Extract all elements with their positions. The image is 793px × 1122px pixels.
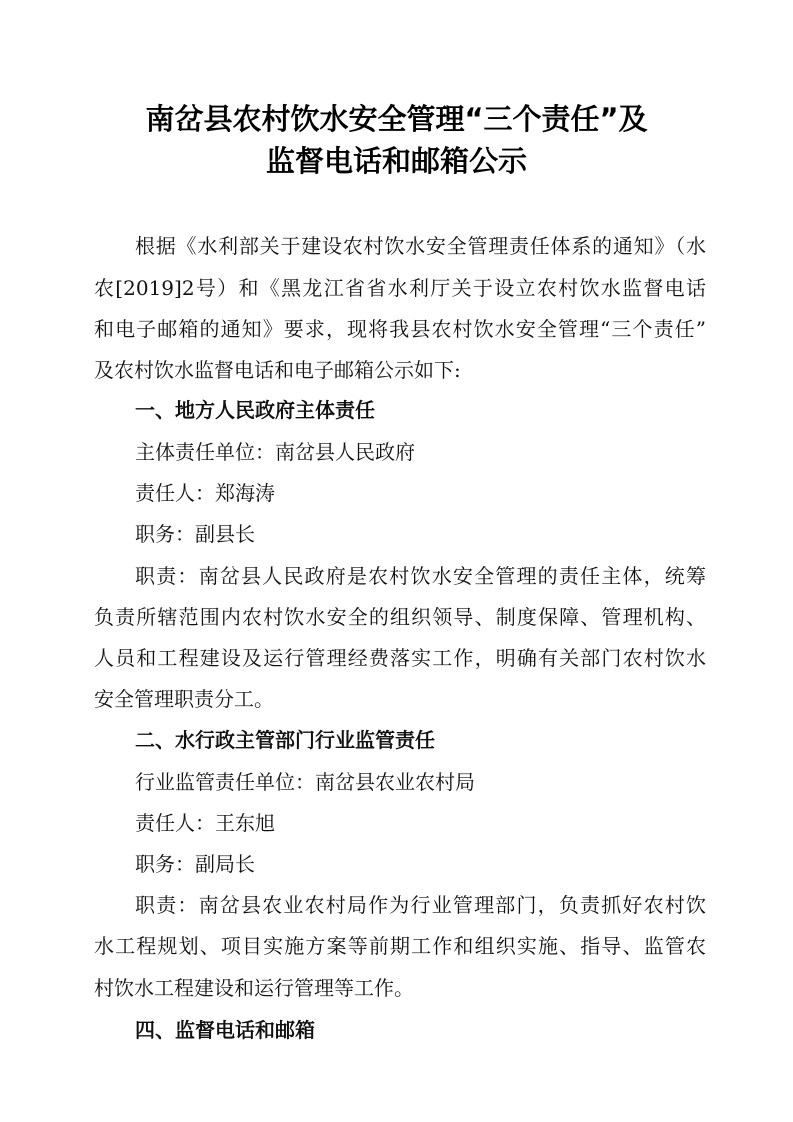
section-2-heading: 二、水行政主管部门行业监管责任 — [135, 728, 435, 752]
section-1-position: 职务：副县长 — [135, 522, 255, 546]
document-title-line-1: 南岔县农村饮水安全管理“三个责任”及 — [145, 102, 648, 136]
section-2-duty-line-1: 职责：南岔县农业农村局作为行业管理部门，负责抓好农村饮 — [135, 893, 706, 917]
section-1-duty-line-1: 职责：南岔县人民政府是农村饮水安全管理的责任主体，统筹 — [135, 564, 706, 588]
intro-line-3: 和电子邮箱的通知》要求，现将我县农村饮水安全管理“三个责任” — [94, 317, 706, 341]
intro-line-2: 农[2019]2号）和《黑龙江省省水利厅关于设立农村饮水监督电话 — [94, 276, 706, 300]
section-1-heading: 一、地方人民政府主体责任 — [135, 398, 375, 422]
section-4-heading: 四、监督电话和邮箱 — [135, 1018, 315, 1042]
section-1-duty-line-2: 负责所辖范围内农村饮水安全的组织领导、制度保障、管理机构、 — [94, 605, 706, 629]
document-title-line-2: 监督电话和邮箱公示 — [265, 144, 527, 178]
section-1-duty-line-4: 安全管理职责分工。 — [94, 687, 274, 711]
section-1-unit: 主体责任单位：南岔县人民政府 — [135, 440, 415, 464]
intro-line-4: 及农村饮水监督电话和电子邮箱公示如下: — [94, 358, 461, 382]
section-1-duty-line-3: 人员和工程建设及运行管理经费落实工作，明确有关部门农村饮水 — [94, 646, 706, 670]
section-2-person: 责任人：王东旭 — [135, 811, 275, 835]
section-2-position: 职务：副局长 — [135, 852, 255, 876]
section-1-person: 责任人：郑海涛 — [135, 481, 275, 505]
section-2-unit: 行业监管责任单位：南岔县农业农村局 — [135, 770, 475, 794]
section-2-duty-line-2: 水工程规划、项目实施方案等前期工作和组织实施、指导、监管农 — [94, 934, 706, 958]
intro-line-1: 根据《水利部关于建设农村饮水安全管理责任体系的通知》（水 — [135, 234, 706, 258]
section-2-duty-line-3: 村饮水工程建设和运行管理等工作。 — [94, 976, 414, 1000]
